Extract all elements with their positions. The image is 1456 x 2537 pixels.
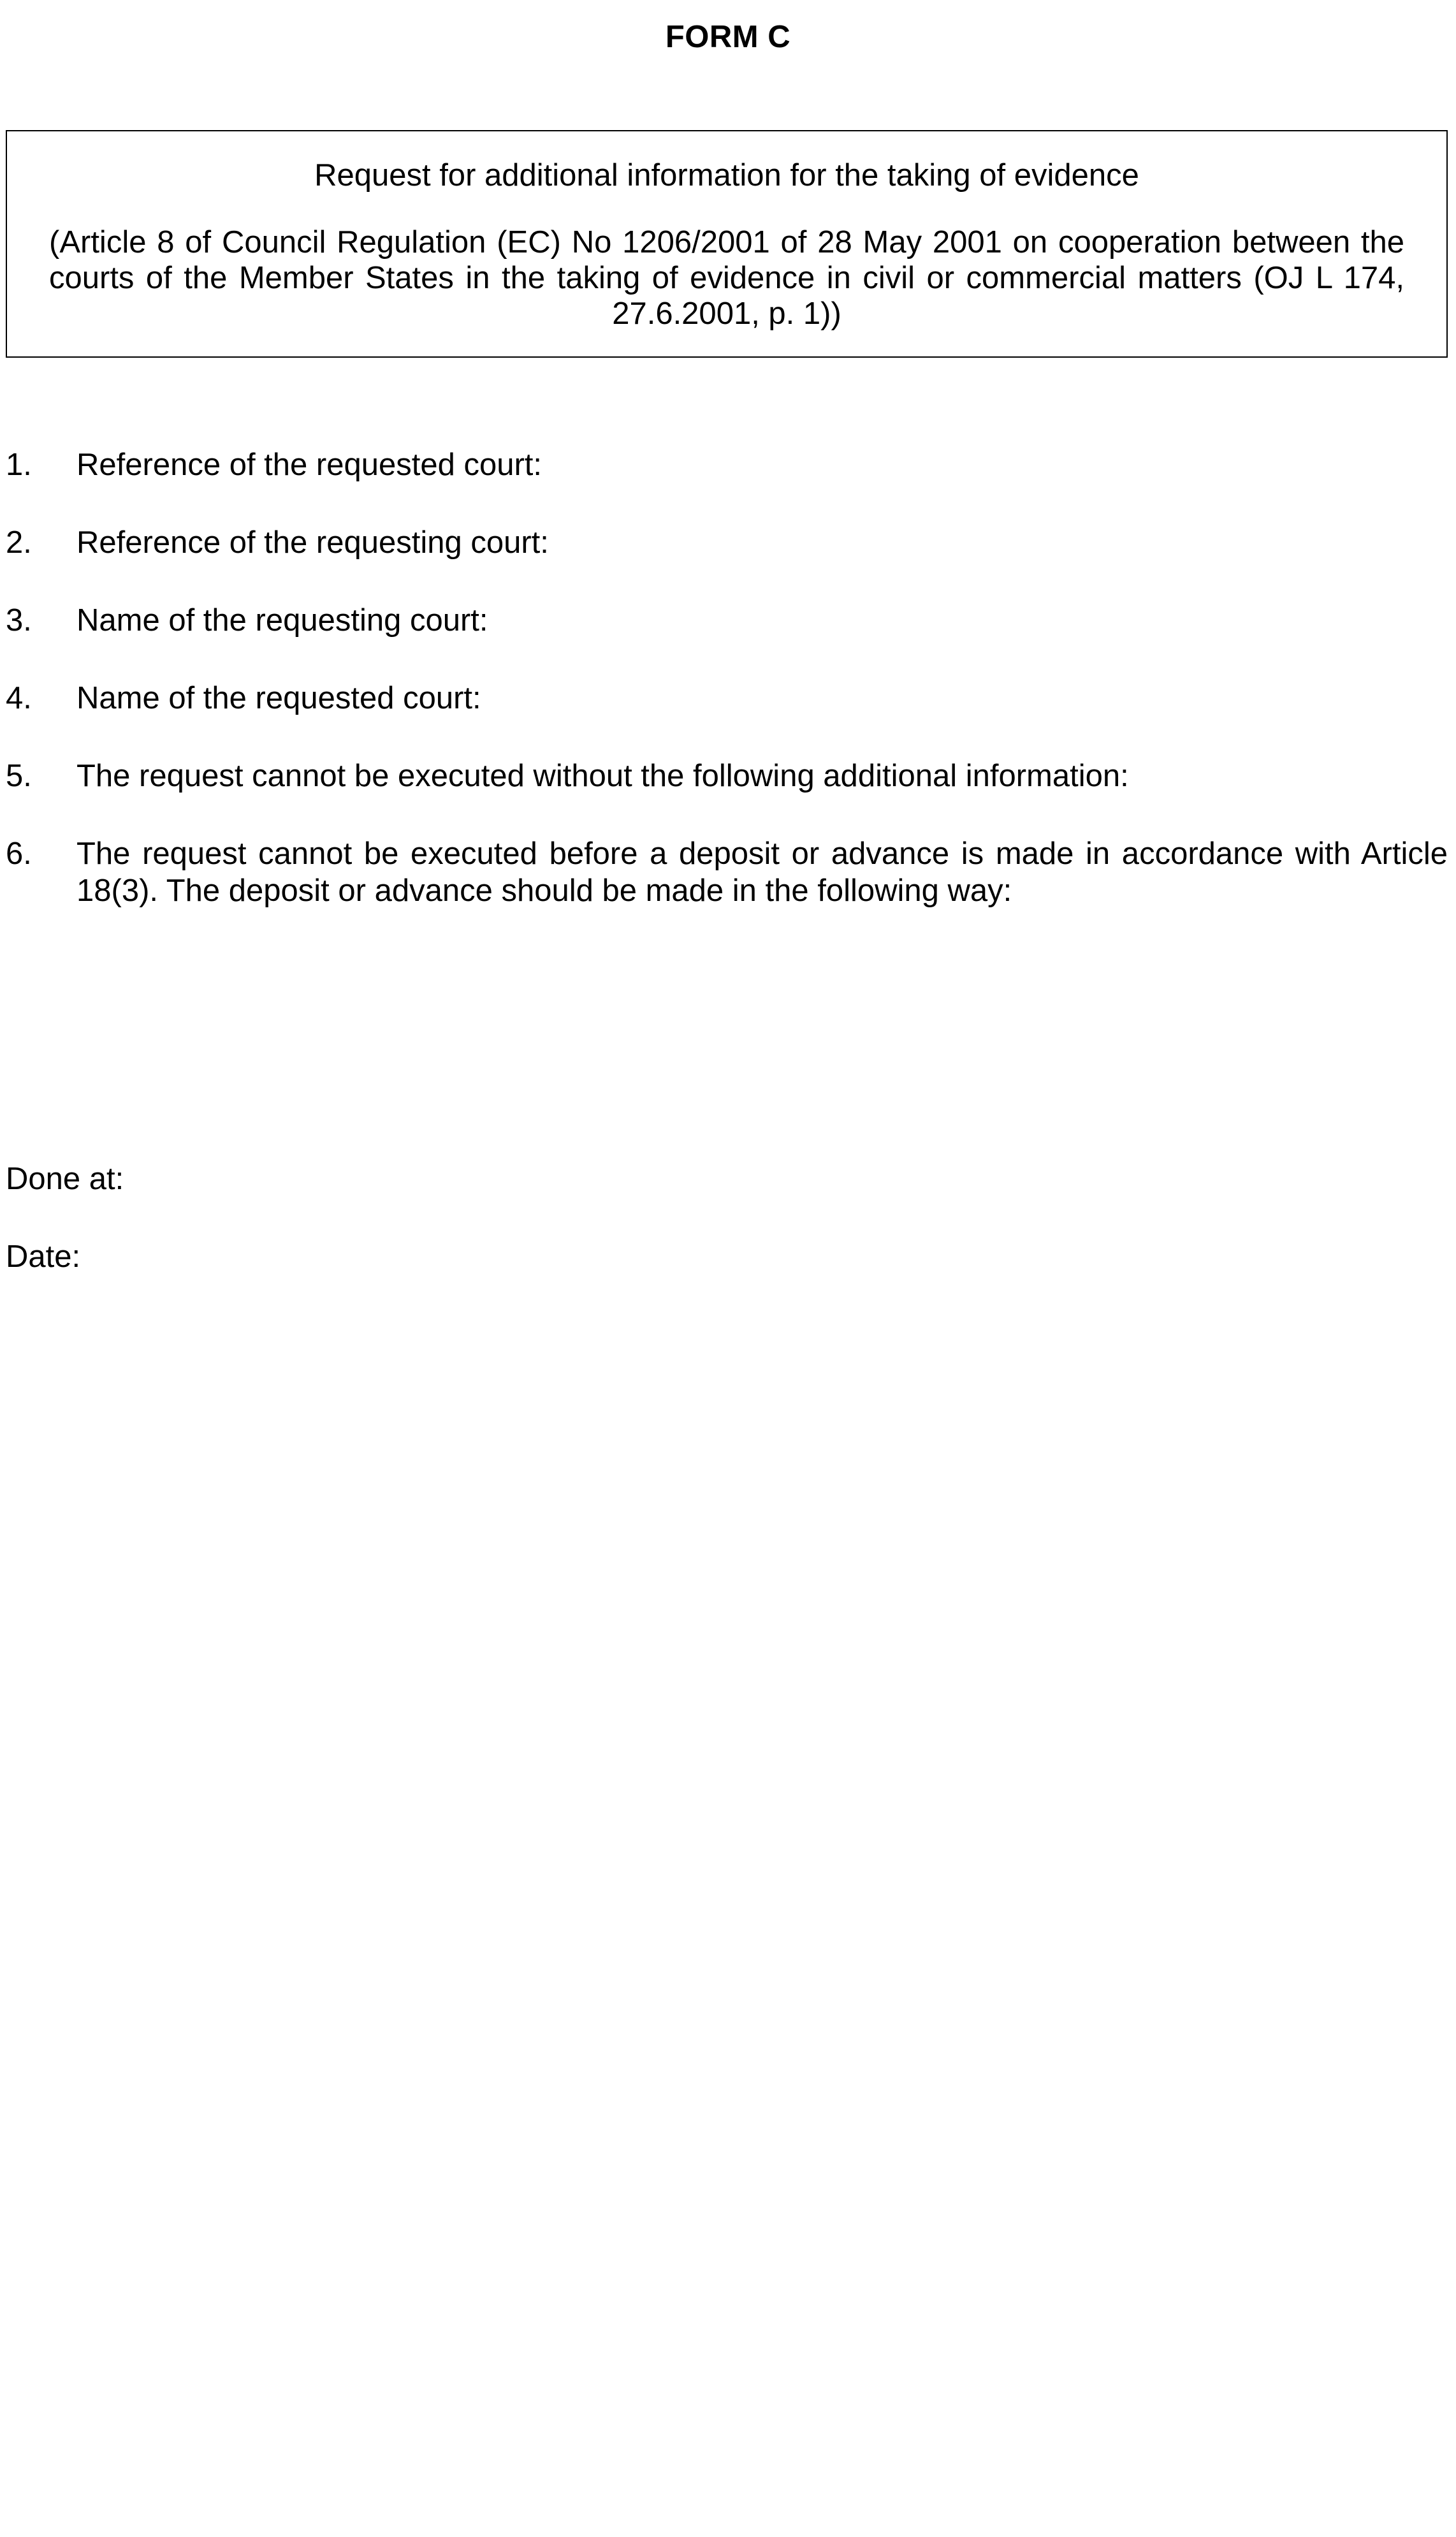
form-item-requested-court-reference [6,446,1448,483]
date-label: Date: [6,1239,81,1274]
form-heading: Request for additional information for the taking of evidence [314,158,1139,193]
item-number: 3. [6,603,32,638]
item-number: 5. [6,759,32,793]
item-label: Name of the requested court: [76,681,481,715]
form-title: FORM C [665,20,791,54]
item-number: 6. [6,837,32,871]
item-number: 2. [6,525,32,560]
item-number: 1. [6,448,32,482]
form-items-list [6,446,1448,950]
item-label: The request cannot be executed without the following additional information: [76,759,1129,793]
form-item-deposit-or-advance [6,835,1448,909]
done-at-label: Done at: [6,1162,124,1196]
item-label: Name of the requesting court: [76,603,488,638]
form-item-requested-court-name [6,680,1448,717]
item-label: Reference of the requesting court: [76,525,549,560]
form-header-box [6,130,1448,358]
item-number: 4. [6,681,32,715]
item-label: Reference of the requested court: [76,448,542,482]
form-item-requesting-court-reference [6,524,1448,561]
item-label: The request cannot be executed before a deposit or advance is made in accordance with Article 18(3). The deposit or advance should be made in the following way: [76,837,1448,908]
legal-reference: (Article 8 of Council Regulation (EC) No 1206/2001 of 28 May 2001 on cooperation between the courts of the Member States in the taking of evidence in civil or commercial matters (OJ L 174, 27.6.2001, p. 1)) [49,225,1404,331]
form-item-additional-information [6,757,1448,794]
form-item-requesting-court-name [6,602,1448,639]
